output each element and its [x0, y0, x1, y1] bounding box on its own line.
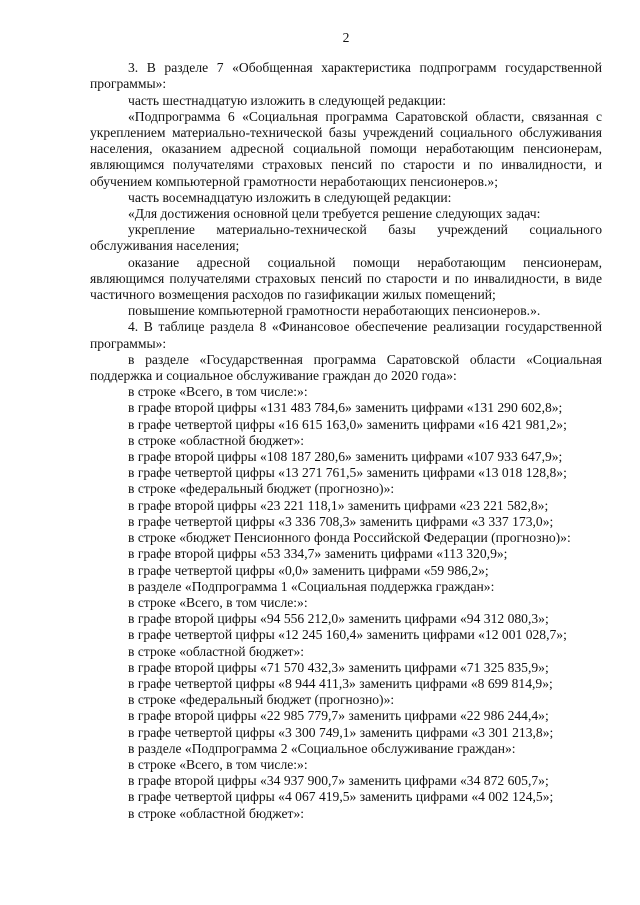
amendment-line: в графе второй цифры «34 937 900,7» заменить цифрами «34 872 605,7»;	[128, 773, 549, 789]
amendment-line: в графе второй цифры «108 187 280,6» заменить цифрами «107 933 647,9»;	[128, 449, 563, 465]
amendment-line: в графе четвертой цифры «4 067 419,5» заменить цифрами «4 002 124,5»;	[128, 789, 554, 805]
paragraph-section-8: 4. В таблице раздела 8 «Финансовое обеспечение реализации государственной программы»:	[90, 319, 602, 351]
paragraph-subprogram-6: «Подпрограмма 6 «Социальная программа Саратовской области, связанная с укреплением материально-технической базы учреждений социального обслуживания населения, оказанием адресной социальной помощи неработающим пенсионерам, являющимся получателями страховых пенсий по старости и по инвалидности, и обучением компьютерной грамотности неработающих пенсионеров.»;	[90, 108, 602, 189]
amendment-line: в строке «областной бюджет»:	[128, 643, 305, 659]
amendment-line: в разделе «Подпрограмма 2 «Социальное обслуживание граждан»:	[128, 740, 516, 756]
amendment-line: в графе второй цифры «23 221 118,1» заменить цифрами «23 221 582,8»;	[128, 497, 549, 513]
paragraph-part-16-intro: часть шестнадцатую изложить в следующей редакции:	[128, 92, 446, 108]
amendment-line: в графе четвертой цифры «8 944 411,3» заменить цифрами «8 699 814,9»;	[128, 675, 553, 691]
amendment-line: в графе четвертой цифры «0,0» заменить цифрами «59 986,2»;	[128, 562, 489, 578]
paragraph-tasks-intro: «Для достижения основной цели требуется решение следующих задач:	[128, 206, 541, 222]
paragraph-section-7: 3. В разделе 7 «Обобщенная характеристика подпрограмм государственной программы»:	[90, 60, 602, 92]
amendment-line: в строке «областной бюджет»:	[128, 432, 305, 448]
amendment-line: в графе второй цифры «71 570 432,3» заменить цифрами «71 325 835,9»;	[128, 659, 549, 675]
amendment-line: в графе второй цифры «94 556 212,0» заменить цифрами «94 312 080,3»;	[128, 611, 549, 627]
amendment-line: в графе второй цифры «131 483 784,6» заменить цифрами «131 290 602,8»;	[128, 400, 563, 416]
paragraph-task-2: оказание адресной социальной помощи неработающим пенсионерам, являющимся получателями страховых пенсий по старости и по инвалидности, в виде частичного возмещения расходов по газификации жилых помещений;	[90, 254, 602, 303]
amendment-line: в графе четвертой цифры «13 271 761,5» заменить цифрами «13 018 128,8»;	[128, 465, 567, 481]
amendment-line: в графе четвертой цифры «16 615 163,0» заменить цифрами «16 421 981,2»;	[128, 416, 567, 432]
amendment-line: в графе второй цифры «53 334,7» заменить цифрами «113 320,9»;	[128, 546, 508, 562]
page-number: 2	[342, 30, 350, 45]
amendment-line: в графе четвертой цифры «12 245 160,4» заменить цифрами «12 001 028,7»;	[128, 627, 567, 643]
amendment-line: в графе второй цифры «22 985 779,7» заменить цифрами «22 986 244,4»;	[128, 708, 549, 724]
amendment-line: в строке «федеральный бюджет (прогнозно)»:	[128, 481, 395, 497]
amendment-line: в графе четвертой цифры «3 336 708,3» заменить цифрами «3 337 173,0»;	[128, 513, 554, 529]
amendment-line: в графе четвертой цифры «3 300 749,1» заменить цифрами «3 301 213,8»;	[128, 724, 554, 740]
paragraph-task-3: повышение компьютерной грамотности неработающих пенсионеров.».	[128, 303, 541, 319]
amendment-line: в строке «бюджет Пенсионного фонда Российской Федерации (прогнозно)»:	[128, 530, 571, 546]
paragraph-part-18-intro: часть восемнадцатую изложить в следующей редакции:	[128, 189, 452, 205]
amendment-line: в разделе «Подпрограмма 1 «Социальная поддержка граждан»:	[128, 578, 495, 594]
amendment-line: в строке «Всего, в том числе:»:	[128, 594, 308, 610]
paragraph-state-program: в разделе «Государственная программа Саратовской области «Социальная поддержка и социальное обслуживание граждан до 2020 года»:	[90, 351, 602, 384]
amendment-line: в строке «Всего, в том числе:»:	[128, 384, 308, 400]
paragraph-task-1: укрепление материально-технической базы учреждений социального обслуживания населения;	[90, 222, 602, 254]
amendment-line: в строке «областной бюджет»:	[128, 805, 305, 821]
amendment-line: в строке «федеральный бюджет (прогнозно)»:	[128, 692, 395, 708]
amendment-line: в строке «Всего, в том числе:»:	[128, 756, 308, 772]
